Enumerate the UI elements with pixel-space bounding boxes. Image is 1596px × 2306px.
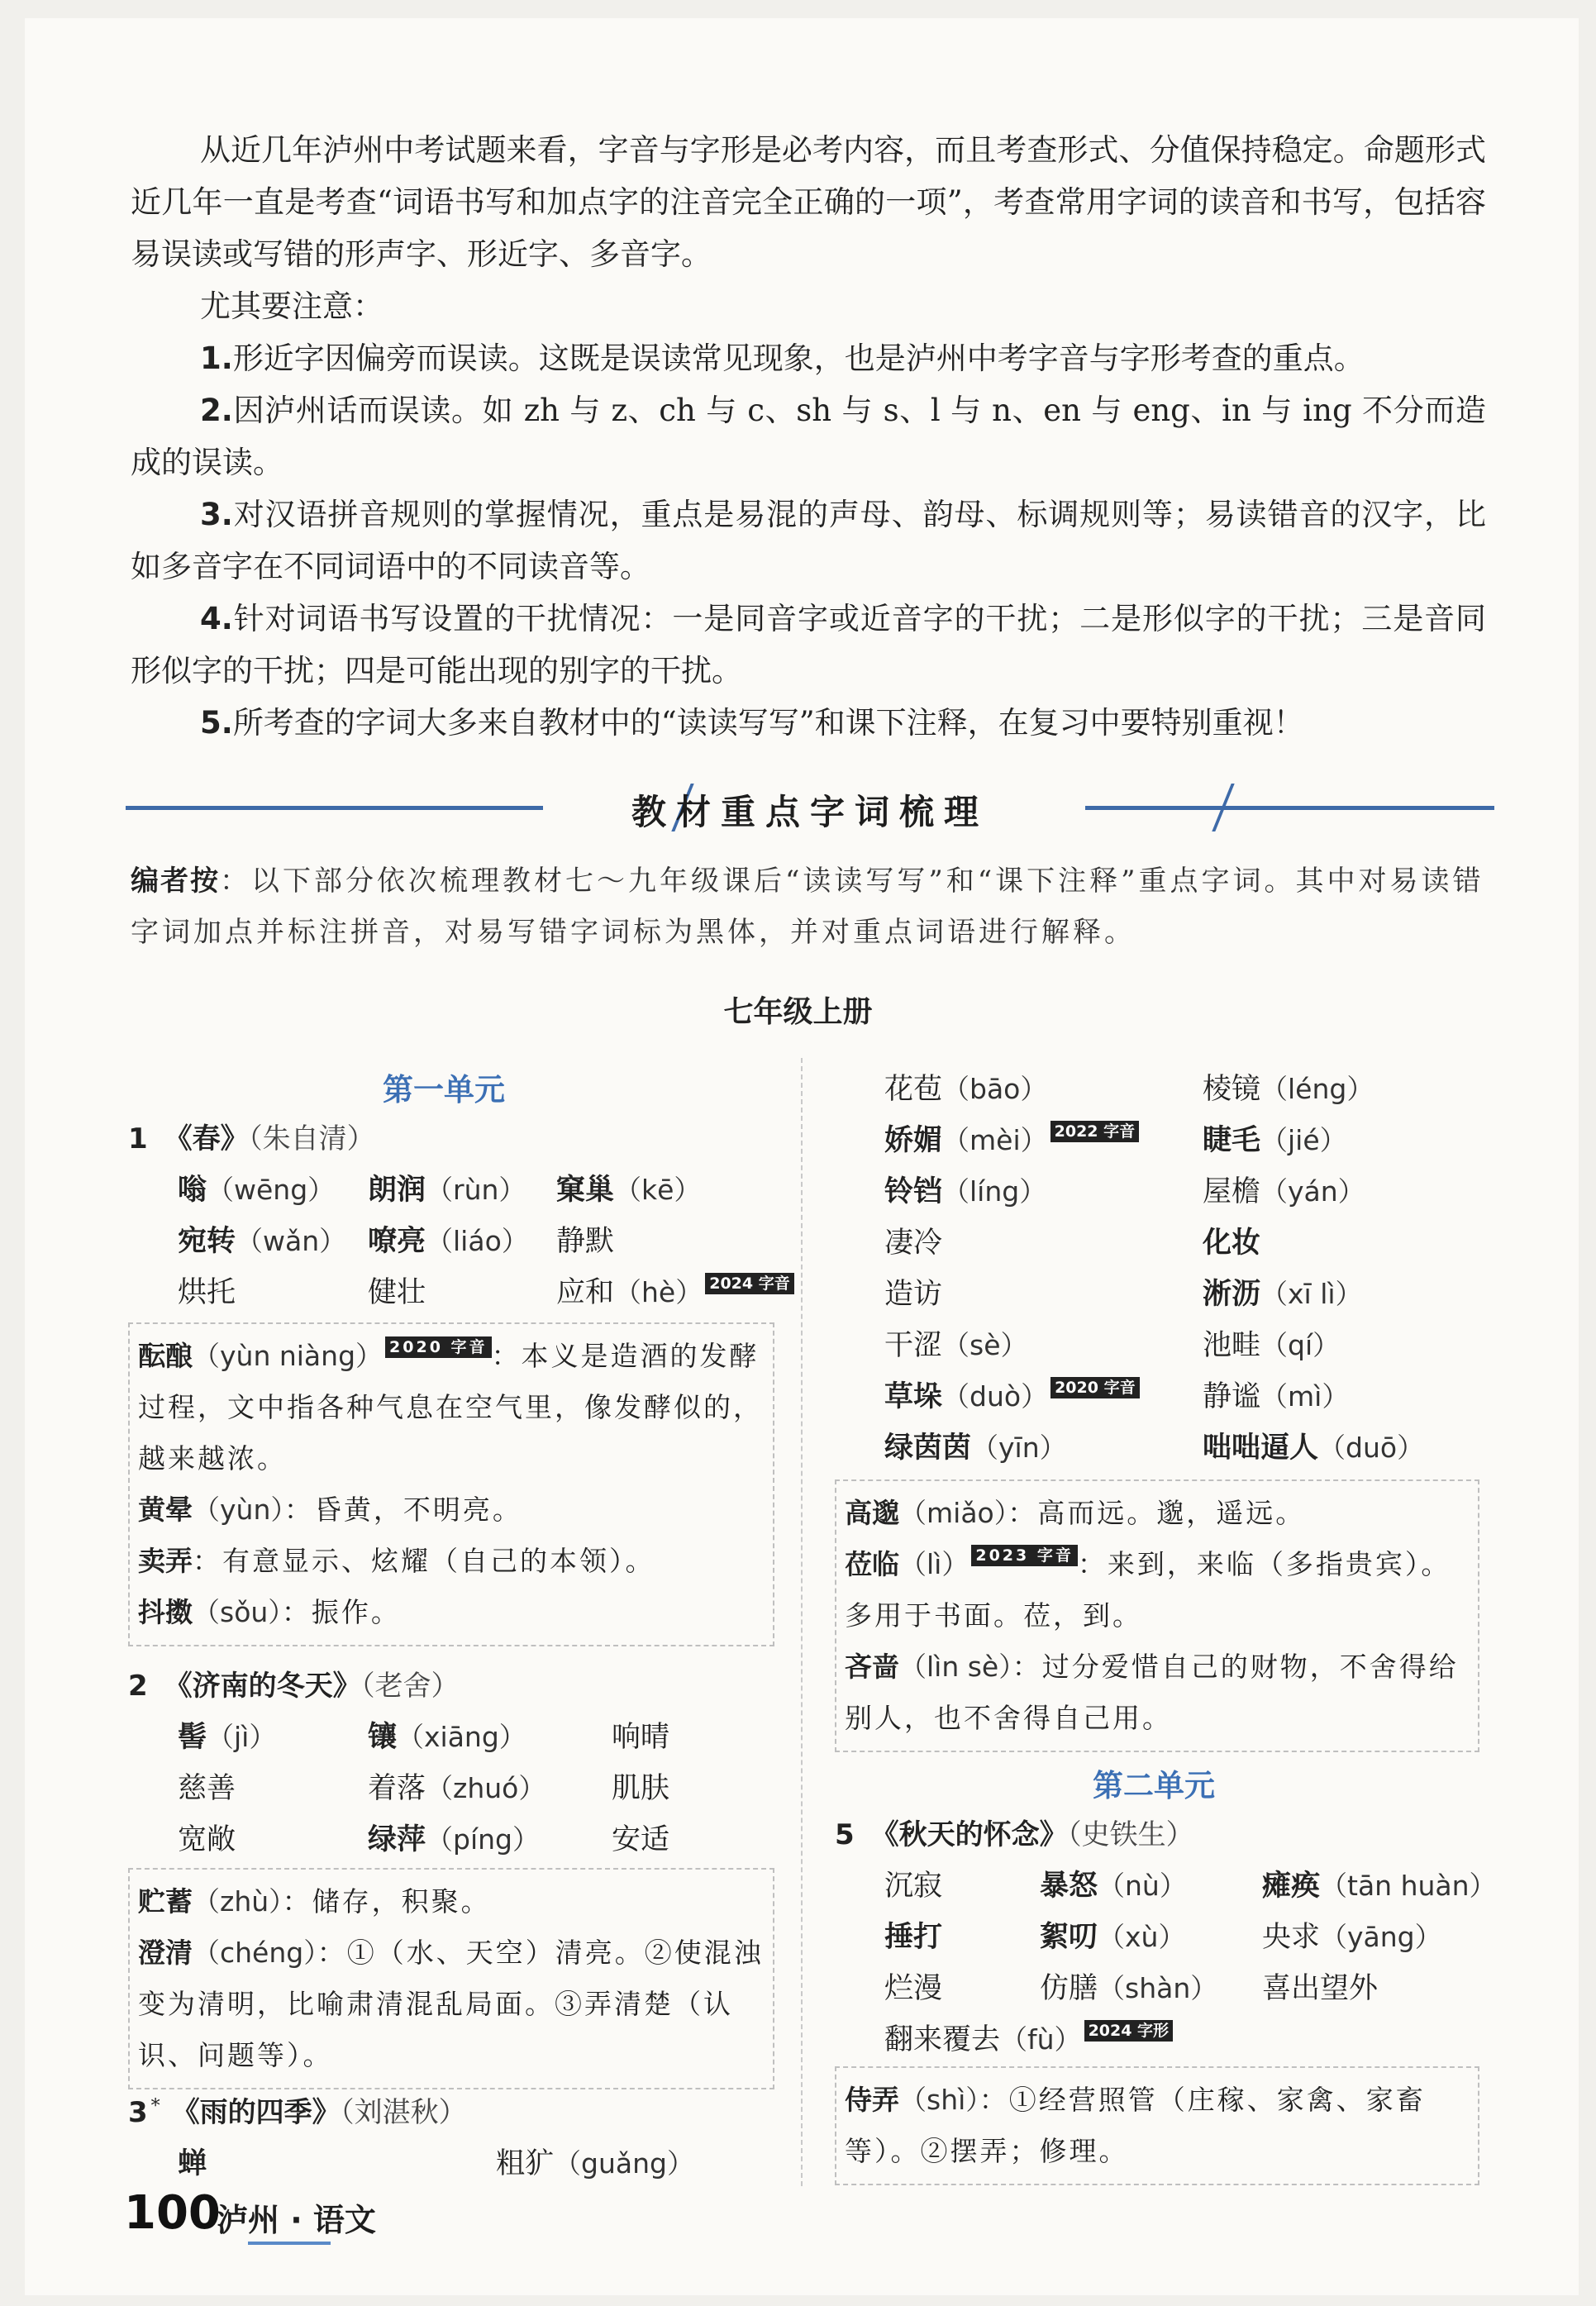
vocab-item: 肌肤	[612, 1772, 670, 1805]
vocab-item: 窠巢（kē）	[556, 1174, 702, 1207]
editor-note	[131, 855, 1486, 958]
editor-label: 编者按	[131, 865, 220, 898]
exam-tag: 2020 字音	[385, 1336, 492, 1358]
note-entry: 抖擞（sǒu）：振作。	[138, 1596, 401, 1628]
vocab-item: 绿茵茵（yīn）	[884, 1432, 1067, 1465]
vocab-item: 沉寂	[884, 1870, 943, 1903]
section-title	[126, 779, 1494, 836]
vocab-item: 池畦（qí）	[1203, 1329, 1341, 1362]
vocab-item: 绿萍（píng）	[368, 1823, 540, 1856]
note-entry: 贮蓄（zhù）：储存，积聚。	[138, 1885, 491, 1918]
vocab-item: 草垛（duò） 2020 字音	[884, 1374, 1140, 1415]
vocab-item: 淅沥（xī lì）	[1203, 1278, 1363, 1311]
exam-tag: 2022 字音	[1051, 1121, 1140, 1142]
vocab-item: 宽敞	[178, 1823, 236, 1856]
vocab-item: 屋檐（yán）	[1203, 1175, 1365, 1208]
note-entry: 高邈（miǎo）：高而远。邈，遥远。	[845, 1497, 1306, 1529]
vocab-item: 静默	[556, 1225, 615, 1258]
editor-text: ：以下部分依次梳理教材七～九年级课后“读读写写”和“课下注释”重点字词。其中对易读错字词加点并标注拼音，对易写错字词标为黑体，并对重点词语进行解释。	[131, 865, 1484, 949]
exam-tag: 2024 字音	[705, 1273, 794, 1294]
vocab-item: 髻（jì）	[178, 1721, 277, 1754]
vocab-item: 朗润（rùn）	[368, 1174, 526, 1207]
page-number: 100	[124, 2186, 221, 2240]
vocab-item: 着落（zhuó）	[368, 1772, 546, 1805]
exam-tag: 2020 字音	[1051, 1377, 1140, 1398]
vocab-item: 暴怒（nù）	[1040, 1870, 1187, 1903]
lesson-heading: 5 《秋天的怀念》（史铁生）	[835, 1818, 1194, 1851]
vocab-item: 应和（hè） 2024 字音	[556, 1270, 794, 1311]
vocab-item: 咄咄逼人（duō）	[1203, 1432, 1425, 1465]
intro-point: 3.对汉语拼音规则的掌握情况，重点是易混的声母、韵母、标调规则等；易读错音的汉字，比如多音字在不同词语中的不同读音等。	[131, 497, 1486, 584]
note-entry: 侍弄（shì）：①经营照管（庄稼、家禽、家畜等）。②摆弄；修理。	[845, 2084, 1426, 2167]
intro-paragraph: 尤其要注意：	[200, 288, 384, 324]
vocab-item: 粗犷（guǎng）	[496, 2147, 694, 2180]
note-entry: 莅临（lì） 2023 字音 ：来到，来临（多指贵宾）。多用于书面。莅，到。	[845, 1546, 1451, 1632]
intro-point: 5.所考查的字词大多来自教材中的“读读写写”和课下注释，在复习中要特别重视！	[200, 705, 1304, 741]
vocab-item: 花苞（bāo）	[884, 1073, 1048, 1106]
vocab-item: 烘托	[178, 1276, 236, 1309]
title-rule-right	[1085, 806, 1494, 810]
intro-section	[131, 124, 1486, 749]
vocab-item: 健壮	[368, 1276, 426, 1309]
note-entry: 黄晕（yùn）：昏黄，不明亮。	[138, 1494, 522, 1526]
vocab-item: 响晴	[612, 1721, 670, 1754]
grade-title: 七年级上册	[723, 995, 873, 1029]
vocab-item: 蝉	[178, 2147, 207, 2180]
footer-label: 泸州 · 语文	[217, 2202, 376, 2238]
vocab-item: 镶（xiāng）	[368, 1721, 526, 1754]
note-box	[128, 1322, 774, 1646]
intro-point: 1.形近字因偏旁而误读。这既是误读常见现象，也是泸州中考字音与字形考查的重点。	[200, 341, 1365, 376]
vocab-item: 絮叨（xù）	[1040, 1921, 1186, 1954]
intro-point: 4.针对词语书写设置的干扰情况：一是同音字或近音字的干扰；二是形似字的干扰；三是音同形似字的干扰；四是可能出现的别字的干扰。	[131, 601, 1486, 688]
vocab-item: 捶打	[884, 1921, 943, 1954]
vocab-item: 凄冷	[884, 1227, 943, 1260]
exam-tag: 2024 字形	[1084, 2020, 1174, 2042]
lesson-heading: 3 * 《雨的四季》（刘湛秋）	[128, 2095, 467, 2129]
section-heading: 教材重点字词梳理	[631, 792, 989, 832]
note-box	[835, 1479, 1479, 1752]
vocab-item: 化妆	[1203, 1227, 1261, 1260]
vocab-item: 翻来覆去（fù） 2024 字形	[884, 2017, 1173, 2058]
intro-paragraph: 从近几年泸州中考试题来看，字音与字形是必考内容，而且考查形式、分值保持稳定。命题形式近几年一直是考查“词语书写和加点字的注音完全正确的一项”，考查常用字词的读音和书写，包括容易误读或写错的形声字、形近字、多音字。	[131, 132, 1486, 272]
vocab-item: 铃铛（líng）	[884, 1175, 1047, 1208]
vocab-item: 睫毛（jié）	[1203, 1124, 1347, 1157]
note-entry: 澄清（chéng）：①（水、天空）清亮。②使混浊变为清明，比喻肃清混乱局面。③弄清楚（认识、问题等）。	[138, 1937, 764, 2071]
vocab-item: 静谧（mì）	[1203, 1380, 1350, 1413]
vocab-item: 烂漫	[884, 1972, 943, 2005]
vocab-item: 嘹亮（liáo）	[368, 1225, 529, 1258]
column-divider	[801, 1058, 803, 2186]
note-box	[835, 2066, 1479, 2185]
note-entry: 卖弄：有意显示、炫耀（自己的本领）。	[138, 1545, 655, 1577]
vocab-item: 宛转（wǎn）	[178, 1225, 347, 1258]
vocab-item: 棱镜（léng）	[1203, 1073, 1374, 1106]
vocab-item: 安适	[612, 1823, 670, 1856]
vocab-item: 慈善	[178, 1772, 236, 1805]
exam-tag: 2023 字音	[971, 1545, 1078, 1566]
lesson-heading: 2 《济南的冬天》（老舍）	[128, 1670, 460, 1703]
vocab-item: 嗡（wēng）	[178, 1174, 336, 1207]
vocab-item: 瘫痪（tān huàn）	[1262, 1870, 1497, 1903]
vocab-item: 娇媚（mèi） 2022 字音	[884, 1117, 1139, 1159]
vocab-item: 喜出望外	[1262, 1972, 1379, 2005]
vocab-item: 央求（yāng）	[1262, 1921, 1442, 1954]
intro-point: 2.因泸州话而误读。如 zh 与 z、ch 与 c、sh 与 s、l 与 n、en 与 eng、in 与 ing 不分而造成的误读。	[131, 393, 1486, 480]
vocab-item: 干涩（sè）	[884, 1329, 1028, 1362]
note-box	[128, 1868, 774, 2089]
unit-heading: 第一单元	[383, 1072, 505, 1108]
vocab-item: 造访	[884, 1278, 943, 1311]
footer-underline	[248, 2242, 331, 2245]
unit-heading: 第二单元	[1093, 1768, 1215, 1803]
note-entry: 吝啬（lìn sè）：过分爱惜自己的财物，不舍得给别人，也不舍得自己用。	[845, 1651, 1459, 1734]
lesson-heading: 1 《春》（朱自清）	[128, 1122, 375, 1155]
note-entry: 酝酿（yùn niàng） 2020 字音 ：本义是造酒的发酵过程，文中指各种气息在空气里，像发酵似的，越来越浓。	[138, 1338, 763, 1475]
vocab-item: 仿膳（shàn）	[1040, 1972, 1218, 2005]
